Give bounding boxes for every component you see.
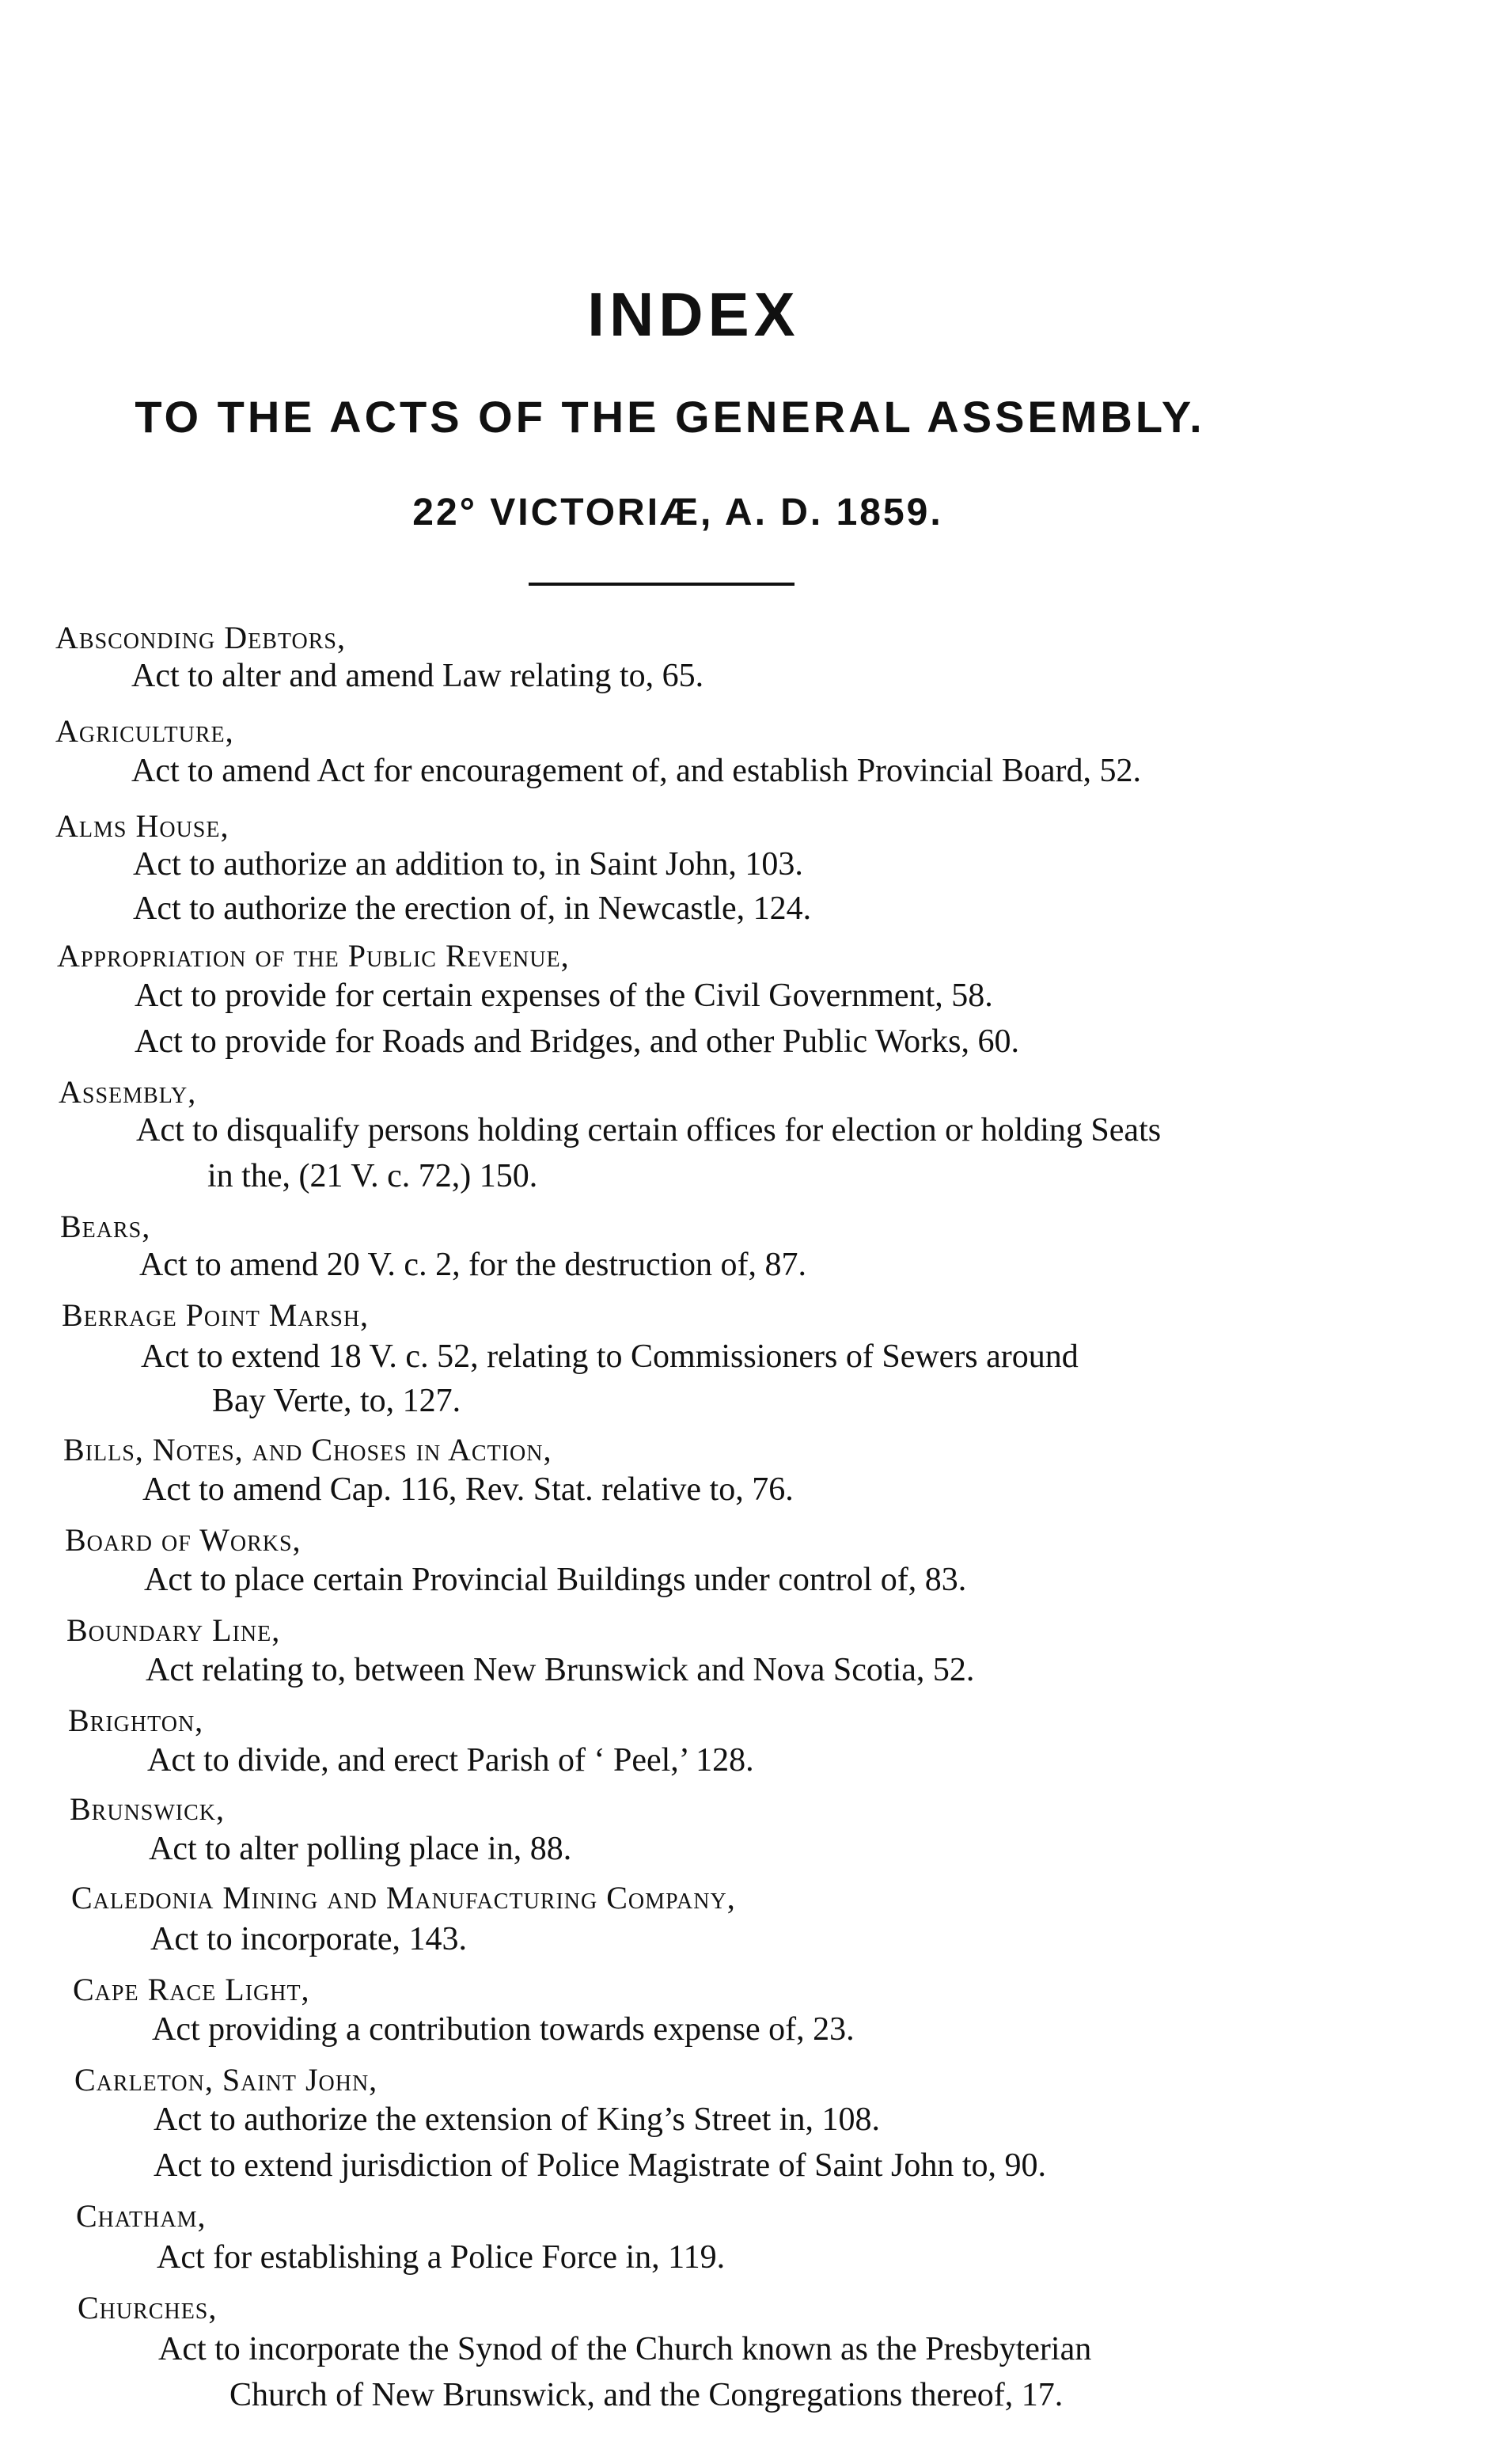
index-heading: Appropriation of the Public Revenue,	[57, 938, 570, 974]
title-rule	[529, 583, 795, 586]
index-act: Act for establishing a Police Force in, 119.	[157, 2239, 726, 2276]
index-heading: Caledonia Mining and Manufacturing Company,	[71, 1880, 736, 1915]
index-act: Act providing a contribution towards expense of, 23.	[152, 2011, 855, 2048]
index-heading: Bears,	[60, 1209, 151, 1244]
index-act: Act relating to, between New Brunswick and Nova Scotia, 52.	[146, 1652, 975, 1688]
page-title: INDEX	[587, 279, 800, 349]
index-heading: Carleton, Saint John,	[74, 2062, 378, 2098]
index-act: Act to authorize the erection of, in Newcastle, 124.	[133, 890, 812, 927]
session-line: 22° VICTORIÆ, A. D. 1859.	[412, 492, 943, 533]
index-heading: Bills, Notes, and Choses in Action,	[63, 1432, 552, 1467]
index-heading: Assembly,	[59, 1074, 197, 1110]
index-heading: Agriculture,	[55, 713, 234, 749]
index-heading: Board of Works,	[65, 1522, 301, 1558]
index-act: Act to place certain Provincial Buildings under control of, 83.	[144, 1562, 967, 1598]
index-act: Act to authorize an addition to, in Saint John, 103.	[133, 846, 803, 883]
page-subtitle: TO THE ACTS OF THE GENERAL ASSEMBLY.	[135, 392, 1205, 442]
index-act-continuation: in the, (21 V. c. 72,) 150.	[207, 1158, 538, 1194]
index-act: Act to amend Act for encouragement of, and establish Provincial Board, 52.	[131, 753, 1141, 789]
index-heading: Alms House,	[55, 808, 229, 844]
index-act: Act to amend 20 V. c. 2, for the destruction of, 87.	[139, 1247, 806, 1283]
index-heading: Boundary Line,	[66, 1612, 281, 1648]
index-act: Act to provide for Roads and Bridges, and other Public Works, 60.	[135, 1023, 1020, 1060]
index-act: Act to extend jurisdiction of Police Magistrate of Saint John to, 90.	[154, 2147, 1046, 2184]
index-act: Act to amend Cap. 116, Rev. Stat. relative to, 76.	[142, 1471, 794, 1508]
index-heading: Cape Race Light,	[73, 1972, 310, 2007]
index-act-continuation: Church of New Brunswick, and the Congregations thereof, 17.	[229, 2377, 1064, 2413]
index-heading: Chatham,	[76, 2198, 207, 2234]
index-act: Act to extend 18 V. c. 52, relating to Commissioners of Sewers around	[141, 1338, 1079, 1375]
index-heading: Absconding Debtors,	[55, 620, 346, 655]
index-act: Act to authorize the extension of King’s Street in, 108.	[154, 2101, 880, 2138]
index-act: Act to disqualify persons holding certain offices for election or holding Seats	[136, 1112, 1162, 1148]
index-act: Act to incorporate the Synod of the Church known as the Presbyterian	[158, 2331, 1092, 2367]
index-act: Act to alter polling place in, 88.	[149, 1831, 572, 1867]
index-act: Act to provide for certain expenses of the Civil Government, 58.	[135, 978, 993, 1014]
index-heading: Brunswick,	[70, 1791, 226, 1827]
index-heading: Brighton,	[68, 1703, 204, 1738]
index-act-continuation: Bay Verte, to, 127.	[212, 1383, 461, 1419]
index-act: Act to divide, and erect Parish of ‘ Peel,’ 128.	[147, 1742, 754, 1779]
index-heading: Berrage Point Marsh,	[62, 1297, 370, 1333]
index-act: Act to incorporate, 143.	[150, 1921, 468, 1957]
index-heading: Churches,	[78, 2290, 218, 2325]
index-act: Act to alter and amend Law relating to, 65.	[131, 658, 704, 694]
